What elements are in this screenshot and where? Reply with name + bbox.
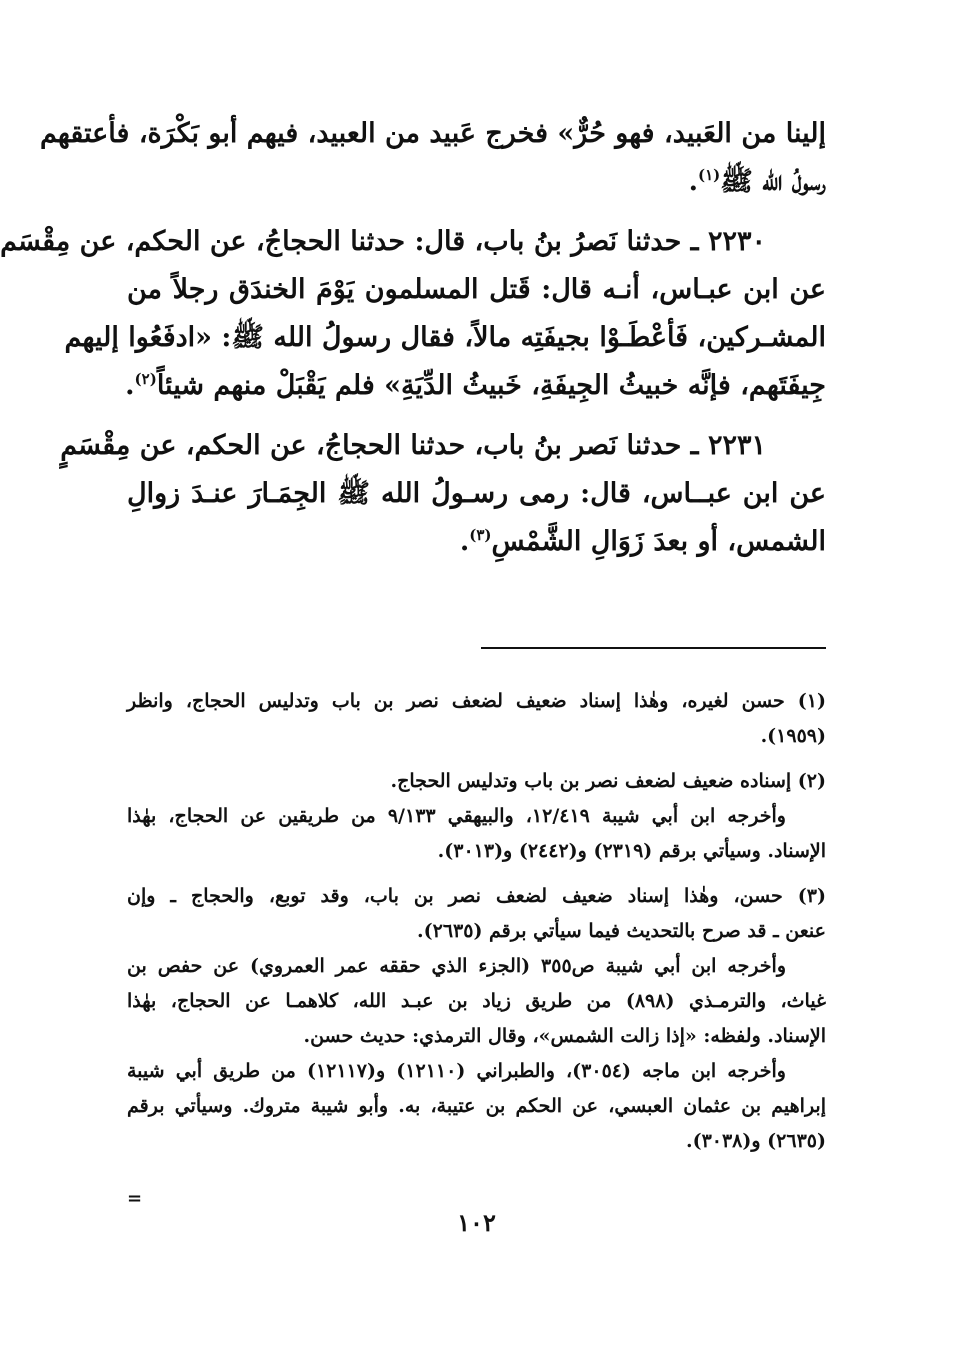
text-line — [127, 518, 826, 566]
text-line: عن ابن عبــاس، قال: رمى رسـولُ الله ﷺ الجِمَـارَ عنـدَ زوالِ — [127, 478, 826, 509]
text-segment: الشمس، أو بعدَ زَوَالِ الشَّمْسِ — [491, 526, 826, 557]
text-line: ٢٢٣٠ ـ حدثنا نَصرُ بنُ باب، قال: حدثنا الحجاجُ، عن الحكم، عن مِقْسَم — [0, 226, 766, 257]
text-line — [127, 158, 826, 206]
spacer — [127, 754, 826, 764]
punctuation: . — [459, 526, 470, 557]
footnote-line: إبراهيم بن عثمان العبسي، عن الحكم بن عتيبة، به. وأبو شيبة متروك. وسيأتي برقم — [127, 1095, 826, 1117]
text-segment: جِيفَتَهم، فإنَّه خبيثُ الجِيفَةِ، خَبيثُ الدِّيَةِ» فلم يَقْبَلْ منهم شيئاً — [156, 370, 826, 401]
footnote-line: (١) حسن لغيره، وهٰذا إسناد ضعيف لضعف نصر بن باب وتدليس الحجاج، وانظر — [127, 690, 826, 712]
footnote-line: (٢٦٣٥) و(٣٠٣٨). — [685, 1130, 826, 1152]
punctuation: . — [125, 370, 135, 401]
paragraph-1 — [39, 110, 826, 206]
main-text — [0, 110, 826, 566]
footnote-line: الإسناد. وسيأتي برقم (٢٣١٩) و(٢٤٤٢) و(٣٠١٣). — [437, 840, 826, 862]
hadith-2231 — [60, 422, 826, 566]
footnote-2 — [127, 764, 826, 869]
footnote-line: وأخرجه ابن ماجه (٣٠٥٤)، والطبراني (١٢١١٠) و(١٢١١٧) من طريق أبي شيبة — [127, 1060, 786, 1082]
text-line — [127, 362, 826, 410]
footnote-line: عنعن ـ قد صرح بالتحديث فيما سيأتي برقم (٢٦٣٥). — [417, 920, 826, 942]
footnote-line: وأخرجه ابن أبي شيبة ١٢/٤١٩، والبيهقي ٩/١٣٣ من طريقين عن الحجاج، بهٰذا — [127, 805, 786, 827]
text-line: إلينا من العَبيد، فهو حُرٌّ» فخرج عَبيد من العبيد، فيهم أبو بَكْرَة، فأعتقهم — [39, 118, 826, 149]
footnote-line: (٢) إسناده ضعيف لضعف نصر بن باب وتدليس الحجاج. — [390, 770, 826, 792]
footnote-line: وأخرجه ابن أبي شيبة ص٣٥٥ (الجزء الذي حققه عمر العمروي) عن حفص بن — [127, 955, 786, 977]
footnote-separator — [481, 647, 826, 649]
spacer — [127, 410, 826, 422]
spacer — [127, 206, 826, 218]
footnotes — [127, 684, 826, 1159]
footnote-marker[interactable]: (٢) — [134, 370, 157, 388]
text-segment: رسولُ الله ﷺ — [720, 166, 826, 197]
continuation-mark: = — [127, 1188, 143, 1209]
text-line: عن ابن عبـاس، أنـه قال: قَتل المسلمون يَوْمَ الخندَق رجلاً من — [127, 274, 826, 305]
text-line: ٢٢٣١ ـ حدثنا نَصر بنُ باب، حدثنا الحجاجُ، عن الحكم، عن مِقْسَمٍ — [60, 430, 766, 461]
footnote-line: الإسناد. ولفظه: «إذا زالت الشمس»، وقال الترمذي: حديث حسن. — [303, 1025, 826, 1047]
punctuation: . — [688, 166, 698, 197]
footnote-1 — [127, 684, 826, 754]
hadith-2230 — [0, 218, 826, 410]
footnote-marker[interactable]: (٣) — [469, 526, 492, 544]
footnote-line: غياث، والترمـذي (٨٩٨) من طريق زياد بن عبـد الله، كلاهمـا عن الحجاج، بهٰذا — [127, 990, 826, 1012]
footnote-line: (٣) حسن، وهٰذا إسناد ضعيف لضعف نصر بن باب، وقد توبع، والحجاج ـ وإن — [127, 885, 826, 907]
page-number: ١٠٢ — [457, 1208, 496, 1237]
spacer — [127, 869, 826, 879]
text-line: المشـركين، فَأعْطَـوْا بجيفَتِه مالاً، فقال رسولُ الله ﷺ: «ادفَعُوا إليهم — [64, 322, 826, 353]
footnote-line: (١٩٥٩). — [760, 725, 826, 747]
footnote-3 — [127, 879, 826, 1159]
footnote-marker[interactable]: (١) — [697, 166, 721, 184]
